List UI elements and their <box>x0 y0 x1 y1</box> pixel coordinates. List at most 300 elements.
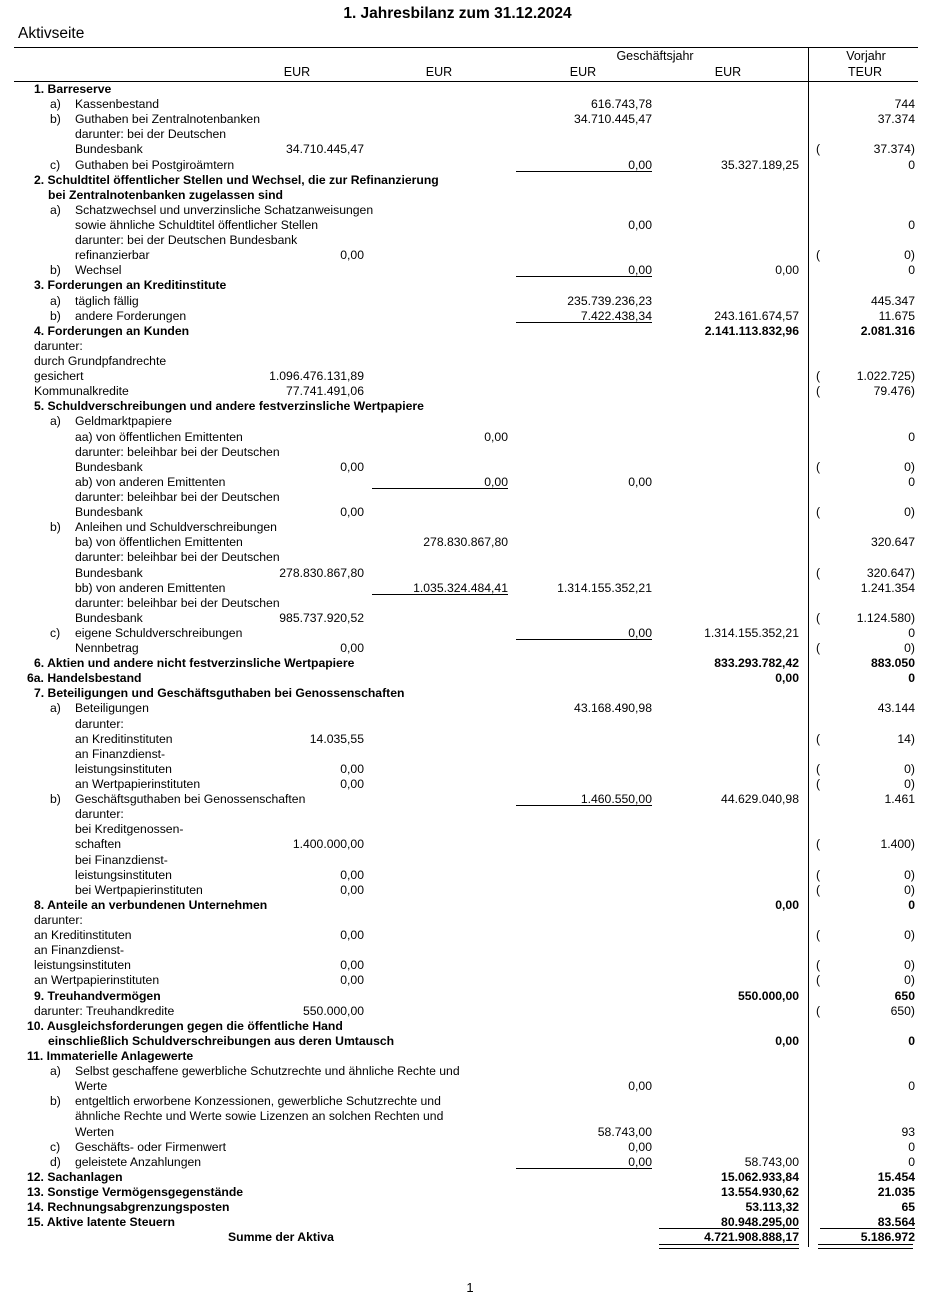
amount-col-5: 0 <box>908 671 915 686</box>
table-row <box>0 898 945 913</box>
table-row <box>0 354 945 369</box>
amount-col-1: 0,00 <box>340 867 364 882</box>
table-row <box>0 656 945 671</box>
amount-col-1: 278.830.867,80 <box>279 565 364 580</box>
row-label: an Finanzdienst- <box>75 746 166 761</box>
table-row <box>0 233 945 248</box>
table-row <box>0 112 945 127</box>
amount-col-4: 0,00 <box>775 897 799 912</box>
table-row <box>0 490 945 505</box>
table-row <box>0 324 945 339</box>
amount-col-5: 21.035 <box>877 1184 915 1199</box>
table-row <box>0 943 945 958</box>
amount-col-5: 1.400) <box>880 837 915 852</box>
double-underline <box>818 1244 913 1249</box>
amount-col-5: 0 <box>908 1079 915 1094</box>
open-paren: ( <box>816 731 821 746</box>
row-label: Geschäfts- oder Firmenwert <box>75 1139 227 1154</box>
amount-col-2: 278.830.867,80 <box>423 535 508 550</box>
header-eur-col3: EUR <box>569 65 597 79</box>
row-label: leistungsinstituten <box>75 867 172 882</box>
row-label: Anleihen und Schuldverschreibungen <box>75 520 277 535</box>
row-label: 1. Barreserve <box>34 82 112 96</box>
row-label: darunter: beleihbar bei der Deutschen <box>75 444 280 459</box>
row-label: darunter: <box>75 716 124 731</box>
row-label: 14. Rechnungsabgrenzungsposten <box>27 1200 230 1215</box>
row-marker: a) <box>50 293 61 308</box>
row-label: Bundesbank <box>75 459 143 474</box>
amount-col-5: 883.050 <box>870 656 915 671</box>
page-title: 1. Jahresbilanz zum 31.12.2024 <box>343 5 572 22</box>
table-row <box>0 505 945 520</box>
header-vorjahr: Vorjahr <box>846 49 886 63</box>
table-row <box>0 173 945 188</box>
table-row <box>0 1230 945 1245</box>
row-label: darunter: <box>75 807 124 822</box>
open-paren: ( <box>816 837 821 852</box>
amount-col-5: 0) <box>904 973 915 988</box>
table-row <box>0 369 945 384</box>
row-label: 6a. Handelsbestand <box>27 671 142 686</box>
row-label: Guthaben bei Zentralnotenbanken <box>75 112 260 127</box>
table-row <box>0 82 945 97</box>
row-label: 9. Treuhandvermögen <box>34 988 161 1003</box>
table-row <box>0 1094 945 1109</box>
amount-col-5: 0 <box>908 897 915 912</box>
table-row <box>0 989 945 1004</box>
row-marker: b) <box>50 792 61 807</box>
amount-col-5: 65 <box>901 1200 915 1215</box>
amount-col-4: 2.141.113.832,96 <box>704 323 799 338</box>
table-row <box>0 248 945 263</box>
table-row <box>0 973 945 988</box>
amount-col-4: 833.293.782,42 <box>714 656 799 671</box>
row-marker: c) <box>50 157 61 172</box>
amount-col-4: 243.161.674,57 <box>714 308 799 323</box>
table-row <box>0 520 945 535</box>
amount-col-4: 13.554.930,62 <box>721 1184 799 1199</box>
table-row <box>0 1064 945 1079</box>
amount-col-3: 1.314.155.352,21 <box>557 580 652 595</box>
amount-col-1: 0,00 <box>340 761 364 776</box>
table-row <box>0 218 945 233</box>
amount-col-5: 0 <box>908 1139 915 1154</box>
row-label: Wechsel <box>75 263 122 278</box>
table-row <box>0 475 945 490</box>
row-label: an Kreditinstituten <box>75 731 173 746</box>
row-label: ähnliche Rechte und Werte sowie Lizenzen an solchen Rechten und <box>75 1109 444 1124</box>
row-label: Geschäftsguthaben bei Genossenschaften <box>75 792 306 807</box>
amount-col-5: 0 <box>908 157 915 172</box>
balance-sheet-rows <box>0 82 945 1245</box>
row-label: an Kreditinstituten <box>34 928 132 943</box>
table-row <box>0 97 945 112</box>
row-label: an Wertpapierinstituten <box>75 777 201 792</box>
amount-col-4: 53.113,32 <box>745 1200 799 1215</box>
amount-col-5: 0) <box>904 505 915 520</box>
amount-col-5: 0) <box>904 958 915 973</box>
row-label: 11. Immaterielle Anlagewerte <box>27 1049 194 1063</box>
row-label: 15. Aktive latente Steuern <box>27 1215 175 1230</box>
amount-col-3: 235.739.236,23 <box>567 293 652 308</box>
table-row <box>0 1079 945 1094</box>
amount-col-1: 0,00 <box>340 958 364 973</box>
amount-col-4: 0,00 <box>775 1033 799 1048</box>
amount-col-4: 4.721.908.888,17 <box>704 1230 799 1245</box>
row-label: Selbst geschaffene gewerbliche Schutzrechte und ähnliche Rechte und <box>75 1064 460 1079</box>
amount-col-4: 35.327.189,25 <box>721 157 799 172</box>
table-row <box>0 1155 945 1170</box>
row-label: durch Grundpfandrechte <box>34 353 167 368</box>
table-row <box>0 928 945 943</box>
amount-col-5: 83.564 <box>877 1215 915 1230</box>
amount-col-5: 650 <box>894 988 915 1003</box>
amount-col-5: 0) <box>904 777 915 792</box>
row-label: bei Finanzdienst- <box>75 852 168 867</box>
amount-col-5: 0 <box>908 1033 915 1048</box>
double-underline <box>659 1244 799 1249</box>
header-teur: TEUR <box>847 65 883 79</box>
amount-col-1: 0,00 <box>340 882 364 897</box>
amount-col-5: 37.374) <box>873 142 915 157</box>
table-row <box>0 127 945 142</box>
row-label: 13. Sonstige Vermögensgegenstände <box>27 1184 244 1199</box>
row-label: Bundesbank <box>75 505 143 520</box>
amount-col-5: 0) <box>904 641 915 656</box>
row-marker: b) <box>50 263 61 278</box>
amount-col-5: 744 <box>894 97 915 112</box>
amount-col-5: 1.124.580) <box>856 610 915 625</box>
amount-col-3: 0,00 <box>628 263 652 278</box>
row-label: sowie ähnliche Schuldtitel öffentlicher Stellen <box>75 217 318 232</box>
table-row <box>0 203 945 218</box>
table-row <box>0 626 945 641</box>
table-row <box>0 1200 945 1215</box>
amount-col-5: 43.144 <box>877 701 915 716</box>
page-number: 1 <box>466 1280 474 1295</box>
open-paren: ( <box>816 505 821 520</box>
header-eur-col4: EUR <box>714 65 742 79</box>
row-label: bb) von anderen Emittenten <box>75 580 226 595</box>
amount-col-2: 0,00 <box>484 429 508 444</box>
amount-col-4: 15.062.933,84 <box>721 1169 799 1184</box>
amount-col-5: 79.476) <box>873 384 915 399</box>
amount-col-5: 15.454 <box>877 1169 915 1184</box>
row-marker: a) <box>50 202 61 217</box>
amount-col-5: 650) <box>890 1003 915 1018</box>
amount-col-5: 320.647 <box>870 535 915 550</box>
amount-col-5: 0) <box>904 761 915 776</box>
table-row <box>0 263 945 278</box>
amount-col-5: 0) <box>904 248 915 263</box>
open-paren: ( <box>816 459 821 474</box>
open-paren: ( <box>816 384 821 399</box>
row-marker: b) <box>50 112 61 127</box>
amount-col-5: 1.241.354 <box>860 580 915 595</box>
row-label: darunter: bei der Deutschen <box>75 127 227 142</box>
row-label: Bundesbank <box>75 565 143 580</box>
amount-col-3: 34.710.445,47 <box>574 112 652 127</box>
amount-col-1: 14.035,55 <box>309 731 364 746</box>
row-marker: d) <box>50 1154 61 1169</box>
row-marker: a) <box>50 1064 61 1079</box>
table-row <box>0 1140 945 1155</box>
table-row <box>0 792 945 807</box>
row-marker: a) <box>50 414 61 429</box>
amount-col-1: 0,00 <box>340 777 364 792</box>
row-label: darunter: beleihbar bei der Deutschen <box>75 595 280 610</box>
open-paren: ( <box>816 928 821 943</box>
open-paren: ( <box>816 610 821 625</box>
row-label: bei Zentralnotenbanken zugelassen sind <box>48 187 283 202</box>
amount-col-4: 0,00 <box>775 671 799 686</box>
amount-col-1: 77.741.491,06 <box>286 384 364 399</box>
amount-col-5: 14) <box>897 731 915 746</box>
page-subtitle: Aktivseite <box>18 25 85 42</box>
amount-col-5: 0 <box>908 217 915 232</box>
table-row <box>0 550 945 565</box>
row-label: 6. Aktien und andere nicht festverzinsliche Wertpapiere <box>34 656 355 671</box>
amount-col-3: 0,00 <box>628 1154 652 1169</box>
table-row <box>0 399 945 414</box>
row-marker: a) <box>50 701 61 716</box>
open-paren: ( <box>816 867 821 882</box>
row-marker: b) <box>50 308 61 323</box>
table-row <box>0 807 945 822</box>
amount-col-5: 37.374 <box>877 112 915 127</box>
amount-col-3: 7.422.438,34 <box>580 308 652 323</box>
row-label: eigene Schuldverschreibungen <box>75 625 243 640</box>
table-row <box>0 822 945 837</box>
amount-col-5: 0 <box>908 625 915 640</box>
row-label: leistungsinstituten <box>34 958 131 973</box>
table-row <box>0 762 945 777</box>
amount-col-1: 34.710.445,47 <box>286 142 364 157</box>
table-row <box>0 1109 945 1124</box>
amount-col-5: 2.081.316 <box>860 323 915 338</box>
amount-col-5: 1.022.725) <box>856 369 915 384</box>
amount-col-3: 58.743,00 <box>597 1124 652 1139</box>
table-row <box>0 1185 945 1200</box>
header-eur-col2: EUR <box>425 65 453 79</box>
table-row <box>0 430 945 445</box>
table-row <box>0 1170 945 1185</box>
row-label: 2. Schuldtitel öffentlicher Stellen und Wechsel, die zur Refinanzierung <box>34 172 439 187</box>
table-row <box>0 868 945 883</box>
amount-col-5: 11.675 <box>878 308 915 323</box>
amount-col-1: 0,00 <box>340 973 364 988</box>
row-label: darunter: <box>34 338 83 353</box>
row-marker: c) <box>50 1139 61 1154</box>
amount-col-1: 1.400.000,00 <box>292 837 364 852</box>
open-paren: ( <box>816 958 821 973</box>
table-row <box>0 1019 945 1034</box>
header-eur-col1: EUR <box>283 65 311 79</box>
open-paren: ( <box>816 142 821 157</box>
amount-col-5: 0 <box>908 263 915 278</box>
amount-col-5: 0 <box>908 429 915 444</box>
table-row <box>0 717 945 732</box>
table-row <box>0 1125 945 1140</box>
table-row <box>0 278 945 293</box>
row-label: 7. Beteiligungen und Geschäftsguthaben bei Genossenschaften <box>34 686 405 701</box>
table-row <box>0 535 945 550</box>
header-geschaeftsjahr: Geschäftsjahr <box>616 49 694 63</box>
amount-col-4: 1.314.155.352,21 <box>704 625 799 640</box>
table-row <box>0 701 945 716</box>
amount-col-3: 43.168.490,98 <box>574 701 652 716</box>
row-label: Summe der Aktiva <box>228 1230 334 1245</box>
amount-col-2: 0,00 <box>484 474 508 489</box>
row-label: Bundesbank <box>75 142 143 157</box>
row-label: Geldmarktpapiere <box>75 414 172 429</box>
table-row <box>0 158 945 173</box>
table-row <box>0 1215 945 1230</box>
table-row <box>0 671 945 686</box>
row-label: 12. Sachanlagen <box>27 1169 123 1184</box>
row-marker: c) <box>50 625 61 640</box>
amount-col-3: 0,00 <box>628 625 652 640</box>
amount-col-5: 0) <box>904 882 915 897</box>
row-label: Werten <box>75 1124 115 1139</box>
amount-col-1: 550.000,00 <box>303 1003 364 1018</box>
amount-col-5: 93 <box>901 1124 915 1139</box>
row-label: darunter: beleihbar bei der Deutschen <box>75 489 280 504</box>
table-row <box>0 747 945 762</box>
table-row <box>0 445 945 460</box>
table-row <box>0 309 945 324</box>
row-marker: a) <box>50 97 61 112</box>
open-paren: ( <box>816 565 821 580</box>
open-paren: ( <box>816 369 821 384</box>
table-row <box>0 732 945 747</box>
amount-col-4: 44.629.040,98 <box>721 792 799 807</box>
amount-col-1: 0,00 <box>340 248 364 263</box>
amount-col-5: 0) <box>904 867 915 882</box>
row-label: Guthaben bei Postgiroämtern <box>75 157 235 172</box>
amount-col-4: 58.743,00 <box>744 1154 799 1169</box>
row-label: entgeltlich erworbene Konzessionen, gewerbliche Schutzrechte und <box>75 1094 441 1109</box>
row-label: darunter: bei der Deutschen Bundesbank <box>75 233 298 248</box>
amount-col-4: 550.000,00 <box>738 988 799 1003</box>
table-row <box>0 384 945 399</box>
row-label: Kassenbestand <box>75 97 160 112</box>
table-row <box>0 1034 945 1049</box>
row-label: Beteiligungen <box>75 701 149 716</box>
amount-col-1: 0,00 <box>340 928 364 943</box>
open-paren: ( <box>816 973 821 988</box>
table-row <box>0 339 945 354</box>
row-label: darunter: Treuhandkredite <box>34 1003 175 1018</box>
amount-col-3: 1.460.550,00 <box>580 792 652 807</box>
amount-col-3: 0,00 <box>628 157 652 172</box>
table-row <box>0 581 945 596</box>
open-paren: ( <box>816 777 821 792</box>
row-label: an Wertpapierinstituten <box>34 973 160 988</box>
row-label: andere Forderungen <box>75 308 187 323</box>
amount-col-3: 0,00 <box>628 1139 652 1154</box>
amount-col-1: 985.737.920,52 <box>279 610 364 625</box>
row-label: ab) von anderen Emittenten <box>75 474 226 489</box>
row-label: leistungsinstituten <box>75 761 172 776</box>
table-row <box>0 611 945 626</box>
amount-col-5: 0) <box>904 928 915 943</box>
amount-col-5: 0 <box>908 1154 915 1169</box>
row-label: 10. Ausgleichsforderungen gegen die öffentliche Hand <box>27 1018 343 1033</box>
amount-col-2: 1.035.324.484,41 <box>413 580 508 595</box>
amount-col-3: 0,00 <box>628 217 652 232</box>
open-paren: ( <box>816 1003 821 1018</box>
row-marker: b) <box>50 1094 61 1109</box>
row-label: Bundesbank <box>75 610 143 625</box>
amount-col-3: 616.743,78 <box>591 97 652 112</box>
row-label: refinanzierbar <box>75 248 150 263</box>
row-label: Werte <box>75 1079 108 1094</box>
table-row <box>0 777 945 792</box>
amount-col-4: 80.948.295,00 <box>721 1215 799 1230</box>
amount-col-5: 5.186.972 <box>860 1230 915 1245</box>
row-marker: b) <box>50 520 61 535</box>
row-label: Kommunalkredite <box>34 384 129 399</box>
table-row <box>0 596 945 611</box>
table-row <box>0 1049 945 1064</box>
open-paren: ( <box>816 882 821 897</box>
table-row <box>0 686 945 701</box>
row-label: an Finanzdienst- <box>34 943 125 958</box>
table-row <box>0 1004 945 1019</box>
table-row <box>0 641 945 656</box>
row-label: bei Wertpapierinstituten <box>75 882 203 897</box>
row-label: Schatzwechsel und unverzinsliche Schatzanweisungen <box>75 202 374 217</box>
row-label: 4. Forderungen an Kunden <box>34 323 190 338</box>
open-paren: ( <box>816 248 821 263</box>
row-label: 3. Forderungen an Kreditinstitute <box>34 278 227 293</box>
amount-col-3: 0,00 <box>628 474 652 489</box>
row-label: darunter: <box>34 913 83 928</box>
amount-col-5: 320.647) <box>866 565 915 580</box>
row-label: einschließlich Schuldverschreibungen aus deren Umtausch <box>48 1033 395 1048</box>
table-row <box>0 853 945 868</box>
table-row <box>0 414 945 429</box>
amount-col-5: 1.461 <box>884 792 915 807</box>
table-row <box>0 837 945 852</box>
row-label: geleistete Anzahlungen <box>75 1154 202 1169</box>
amount-col-5: 0 <box>908 474 915 489</box>
amount-col-4: 0,00 <box>775 263 799 278</box>
row-label: 8. Anteile an verbundenen Unternehmen <box>34 897 268 912</box>
open-paren: ( <box>816 761 821 776</box>
table-row <box>0 883 945 898</box>
amount-col-1: 0,00 <box>340 459 364 474</box>
table-row <box>0 142 945 157</box>
open-paren: ( <box>816 641 821 656</box>
row-label: bei Kreditgenossen- <box>75 822 184 837</box>
table-row <box>0 294 945 309</box>
table-row <box>0 958 945 973</box>
amount-col-1: 0,00 <box>340 641 364 656</box>
amount-col-5: 445.347 <box>870 293 915 308</box>
table-row <box>0 913 945 928</box>
row-label: gesichert <box>34 369 84 384</box>
row-label: darunter: beleihbar bei der Deutschen <box>75 550 280 565</box>
row-label: schaften <box>75 837 122 852</box>
amount-col-1: 0,00 <box>340 505 364 520</box>
table-row <box>0 460 945 475</box>
table-row <box>0 188 945 203</box>
row-label: Nennbetrag <box>75 641 139 656</box>
header-top-rule <box>14 47 918 48</box>
row-label: aa) von öffentlichen Emittenten <box>75 429 243 444</box>
